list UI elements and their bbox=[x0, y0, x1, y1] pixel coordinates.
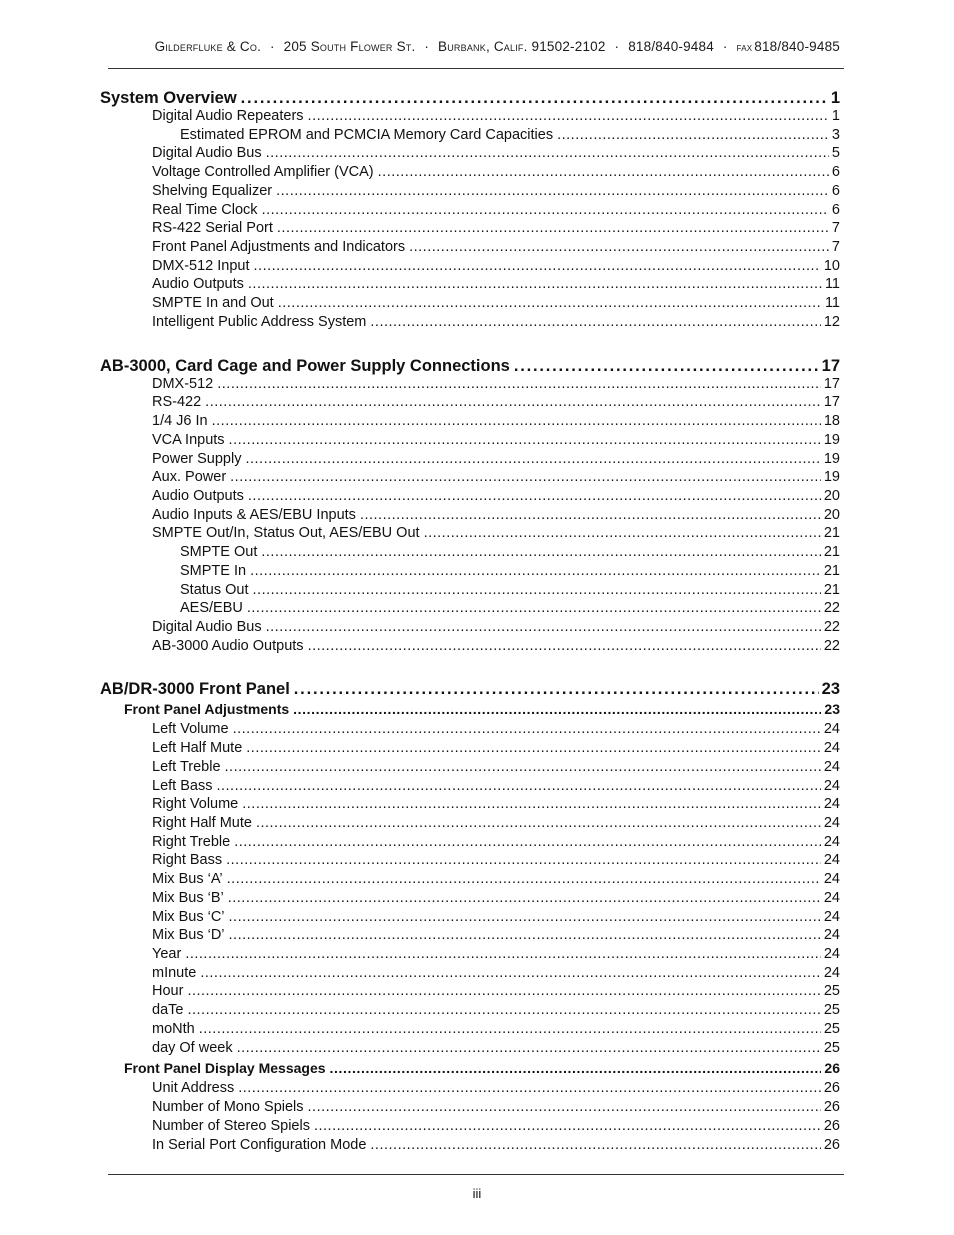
dot-leader bbox=[262, 202, 829, 218]
toc-entry-label: Estimated EPROM and PCMCIA Memory Card Capacities bbox=[180, 126, 554, 143]
toc-entry-page: 26 bbox=[823, 1080, 840, 1097]
toc-entry[interactable] bbox=[100, 258, 840, 277]
toc-entry-page: 24 bbox=[823, 908, 840, 925]
toc-entry-label: RS-422 Serial Port bbox=[152, 220, 273, 237]
toc-entry-label: Audio Inputs & AES/EBU Inputs bbox=[152, 506, 356, 523]
street-address: 205 South Flower St. bbox=[283, 39, 416, 54]
toc-entry-label: Right Treble bbox=[152, 833, 231, 850]
toc-entry-label: AB-3000, Card Cage and Power Supply Connections bbox=[100, 356, 510, 375]
toc-entry-label: Real Time Clock bbox=[152, 201, 258, 218]
toc-entry[interactable] bbox=[100, 582, 840, 601]
dot-leader bbox=[187, 983, 820, 999]
toc-entry-label: moNth bbox=[152, 1020, 195, 1037]
dot-leader bbox=[248, 488, 821, 504]
toc-entry-page: 26 bbox=[823, 1117, 840, 1134]
toc-entry[interactable] bbox=[100, 108, 840, 127]
toc-entry-label: DMX-512 Input bbox=[152, 257, 250, 274]
toc-entry[interactable] bbox=[100, 600, 840, 619]
toc-entry-label: Left Treble bbox=[152, 758, 221, 775]
toc-entry-label: Left Half Mute bbox=[152, 740, 243, 757]
toc-entry-label: Right Bass bbox=[152, 852, 223, 869]
toc-entry-page: 21 bbox=[823, 525, 840, 542]
dot-leader bbox=[247, 600, 821, 616]
header-rule bbox=[108, 68, 844, 69]
toc-entry-page: 24 bbox=[823, 964, 840, 981]
toc-entry-page: 22 bbox=[823, 600, 840, 617]
toc-entry-label: Power Supply bbox=[152, 450, 242, 467]
toc-entry-page: 7 bbox=[831, 239, 840, 256]
toc-entry-label: Left Volume bbox=[152, 721, 229, 738]
toc-subsection-heading[interactable] bbox=[100, 701, 840, 721]
toc-entry[interactable] bbox=[100, 759, 840, 778]
toc-entry-label: Audio Outputs bbox=[152, 276, 244, 293]
toc-entry[interactable] bbox=[100, 1080, 840, 1099]
phone-number: 818/840-9484 bbox=[628, 39, 714, 54]
toc-entry-label: System Overview bbox=[100, 89, 237, 107]
toc-entry-label: Shelving Equalizer bbox=[152, 182, 273, 199]
toc-entry-label: Mix Bus ‘B’ bbox=[152, 889, 224, 906]
separator: · bbox=[614, 39, 620, 54]
toc-entry-label: Hour bbox=[152, 983, 184, 1000]
toc-entry-page: 24 bbox=[823, 777, 840, 794]
table-of-contents bbox=[100, 82, 840, 1155]
dot-leader bbox=[229, 432, 821, 448]
toc-entry-page: 25 bbox=[823, 1002, 840, 1019]
toc-entry-page: 19 bbox=[823, 469, 840, 486]
toc-entry-label: Front Panel Adjustments bbox=[124, 701, 290, 718]
toc-entry-label: RS-422 bbox=[152, 394, 202, 411]
toc-entry[interactable] bbox=[100, 946, 840, 965]
company-name: Gilderfluke bbox=[154, 39, 223, 54]
toc-entry-page: 18 bbox=[823, 413, 840, 430]
fax-label: fax bbox=[736, 42, 753, 54]
toc-entry-label: Digital Audio Bus bbox=[152, 618, 262, 635]
toc-entry-page: 6 bbox=[831, 201, 840, 218]
toc-entry-label: Voltage Controlled Amplifier (VCA) bbox=[152, 164, 374, 181]
dot-leader bbox=[250, 563, 821, 579]
dot-leader bbox=[229, 909, 821, 925]
dot-leader bbox=[308, 1099, 821, 1115]
toc-entry[interactable] bbox=[100, 965, 840, 984]
toc-entry[interactable] bbox=[100, 796, 840, 815]
toc-entry-label: Mix Bus ‘A’ bbox=[152, 871, 223, 888]
toc-entry-page: 12 bbox=[823, 313, 840, 330]
toc-entry-page: 17 bbox=[823, 375, 840, 392]
dot-leader bbox=[227, 871, 821, 887]
dot-leader bbox=[233, 721, 821, 737]
dot-leader bbox=[314, 1118, 821, 1134]
dot-leader bbox=[237, 1040, 821, 1056]
toc-section-heading[interactable] bbox=[100, 82, 840, 108]
toc-entry-page: 17 bbox=[821, 356, 840, 375]
dot-leader bbox=[185, 946, 821, 962]
fax-number: 818/840-9485 bbox=[754, 39, 840, 54]
page-header bbox=[155, 39, 840, 54]
toc-entry-label: DMX-512 bbox=[152, 375, 214, 392]
toc-entry-page: 26 bbox=[823, 1099, 840, 1116]
dot-leader bbox=[266, 145, 829, 161]
toc-entry-page: 22 bbox=[823, 637, 840, 654]
dot-leader bbox=[557, 127, 829, 143]
toc-entry[interactable] bbox=[100, 740, 840, 759]
toc-entry[interactable] bbox=[100, 295, 840, 314]
toc-entry-page: 26 bbox=[824, 1060, 840, 1077]
toc-entry-page: 22 bbox=[823, 618, 840, 635]
dot-leader bbox=[266, 619, 821, 635]
toc-entry-page: 21 bbox=[823, 544, 840, 561]
toc-entry-page: 23 bbox=[821, 680, 840, 699]
toc-entry[interactable] bbox=[100, 778, 840, 797]
page-number: iii bbox=[472, 1186, 482, 1201]
toc-entry-label: Number of Stereo Spiels bbox=[152, 1117, 310, 1134]
toc-entry[interactable] bbox=[100, 220, 840, 239]
dot-leader bbox=[238, 1080, 821, 1096]
toc-entry[interactable] bbox=[100, 239, 840, 258]
dot-leader bbox=[200, 965, 821, 981]
toc-entry-label: SMPTE In and Out bbox=[152, 295, 274, 312]
company-amp: & bbox=[226, 39, 236, 54]
dot-leader bbox=[514, 357, 819, 376]
toc-entry-page: 6 bbox=[831, 182, 840, 199]
footer-rule bbox=[108, 1174, 844, 1175]
dot-leader bbox=[409, 239, 829, 255]
toc-entry[interactable] bbox=[100, 638, 840, 657]
toc-entry-page: 1 bbox=[831, 108, 840, 124]
dot-leader bbox=[199, 1021, 821, 1037]
toc-entry-label: Left Bass bbox=[152, 777, 213, 794]
toc-entry-label: Right Volume bbox=[152, 796, 239, 813]
dot-leader bbox=[216, 778, 820, 794]
toc-entry-label: mInute bbox=[152, 964, 197, 981]
dot-leader bbox=[294, 680, 819, 699]
toc-entry-label: VCA Inputs bbox=[152, 431, 225, 448]
toc-entry[interactable] bbox=[100, 507, 840, 526]
dot-leader bbox=[230, 469, 821, 485]
toc-entry-label: Mix Bus ‘D’ bbox=[152, 927, 225, 944]
dot-leader bbox=[245, 451, 820, 467]
dot-leader bbox=[228, 890, 821, 906]
toc-entry-page: 3 bbox=[831, 126, 840, 143]
toc-entry[interactable] bbox=[100, 276, 840, 295]
toc-entry[interactable] bbox=[100, 1040, 840, 1059]
toc-entry[interactable] bbox=[100, 815, 840, 834]
toc-entry[interactable] bbox=[100, 413, 840, 432]
zip-code: 91502-2102 bbox=[531, 39, 606, 54]
company-co: Co. bbox=[239, 39, 262, 54]
toc-section-heading[interactable] bbox=[100, 350, 840, 376]
toc-entry-label: Front Panel Display Messages bbox=[124, 1060, 326, 1077]
toc-entry-page: 25 bbox=[823, 983, 840, 1000]
toc-entry[interactable] bbox=[100, 314, 840, 333]
toc-entry-page: 11 bbox=[824, 276, 840, 293]
separator: · bbox=[424, 39, 430, 54]
toc-entry[interactable] bbox=[100, 1002, 840, 1021]
toc-entry-page: 24 bbox=[823, 721, 840, 738]
toc-entry-page: 25 bbox=[823, 1039, 840, 1056]
dot-leader bbox=[370, 1137, 820, 1153]
toc-entry-label: AB/DR-3000 Front Panel bbox=[100, 680, 290, 699]
dot-leader bbox=[248, 276, 822, 292]
toc-entry[interactable] bbox=[100, 834, 840, 853]
toc-entry-page: 21 bbox=[823, 581, 840, 598]
toc-entry[interactable] bbox=[100, 544, 840, 563]
toc-entry-page: 24 bbox=[823, 815, 840, 831]
toc-entry-page: 11 bbox=[824, 295, 840, 312]
toc-entry-label: In Serial Port Configuration Mode bbox=[152, 1136, 367, 1153]
toc-entry-page: 24 bbox=[823, 889, 840, 906]
toc-entry[interactable] bbox=[100, 127, 840, 146]
dot-leader bbox=[261, 544, 821, 560]
dot-leader bbox=[308, 638, 821, 654]
toc-entry[interactable] bbox=[100, 451, 840, 470]
toc-entry-label: day Of week bbox=[152, 1039, 233, 1056]
toc-entry[interactable] bbox=[100, 145, 840, 164]
dot-leader bbox=[293, 701, 821, 717]
toc-entry[interactable] bbox=[100, 927, 840, 946]
toc-entry[interactable] bbox=[100, 563, 840, 582]
toc-entry[interactable] bbox=[100, 1099, 840, 1118]
toc-entry-page: 6 bbox=[831, 164, 840, 181]
dot-leader bbox=[187, 1002, 820, 1018]
toc-entry[interactable] bbox=[100, 909, 840, 928]
dot-leader bbox=[256, 815, 821, 831]
toc-entry-label: 1/4 J6 In bbox=[152, 413, 208, 430]
toc-entry-label: SMPTE Out bbox=[180, 544, 258, 561]
toc-entry-page: 24 bbox=[823, 871, 840, 888]
toc-entry-page: 10 bbox=[823, 257, 840, 274]
toc-entry-page: 7 bbox=[831, 220, 840, 237]
toc-entry-label: daTe bbox=[152, 1002, 184, 1019]
toc-entry-page: 24 bbox=[823, 946, 840, 963]
toc-entry-page: 23 bbox=[824, 701, 840, 718]
dot-leader bbox=[234, 834, 821, 850]
dot-leader bbox=[241, 89, 828, 108]
toc-entry-page: 24 bbox=[823, 758, 840, 775]
dot-leader bbox=[360, 507, 821, 523]
toc-entry[interactable] bbox=[100, 376, 840, 395]
toc-entry-label: Mix Bus ‘C’ bbox=[152, 908, 225, 925]
toc-entry[interactable] bbox=[100, 890, 840, 909]
toc-section-heading[interactable] bbox=[100, 673, 840, 699]
toc-entry[interactable] bbox=[100, 871, 840, 890]
dot-leader bbox=[278, 295, 822, 311]
toc-entry[interactable] bbox=[100, 202, 840, 221]
toc-entry-label: Year bbox=[152, 946, 182, 963]
toc-entry-page: 24 bbox=[823, 852, 840, 869]
toc-entry-page: 24 bbox=[823, 927, 840, 944]
toc-entry-label: Status Out bbox=[180, 581, 249, 598]
dot-leader bbox=[205, 394, 821, 410]
toc-entry-page: 1 bbox=[830, 89, 840, 107]
dot-leader bbox=[242, 796, 821, 812]
toc-entry[interactable] bbox=[100, 432, 840, 451]
toc-entry-label: Digital Audio Bus bbox=[152, 145, 262, 162]
toc-entry-page: 24 bbox=[823, 833, 840, 850]
dot-leader bbox=[378, 164, 829, 180]
toc-entry-page: 20 bbox=[823, 487, 840, 504]
toc-entry[interactable] bbox=[100, 469, 840, 488]
separator: · bbox=[722, 39, 728, 54]
toc-entry[interactable] bbox=[100, 394, 840, 413]
dot-leader bbox=[212, 413, 821, 429]
toc-subsection-heading[interactable] bbox=[100, 1060, 840, 1080]
toc-entry-page: 25 bbox=[823, 1020, 840, 1037]
city: Burbank, Calif. bbox=[438, 39, 528, 54]
dot-leader bbox=[253, 582, 821, 598]
toc-entry-page: 19 bbox=[823, 431, 840, 448]
toc-entry-page: 5 bbox=[831, 145, 840, 162]
toc-entry[interactable] bbox=[100, 721, 840, 740]
toc-entry[interactable] bbox=[100, 183, 840, 202]
toc-entry-label: AB-3000 Audio Outputs bbox=[152, 637, 304, 654]
toc-entry[interactable] bbox=[100, 1118, 840, 1137]
toc-entry-label: Intelligent Public Address System bbox=[152, 313, 367, 330]
toc-entry[interactable] bbox=[100, 488, 840, 507]
dot-leader bbox=[229, 927, 821, 943]
dot-leader bbox=[330, 1060, 822, 1076]
toc-entry-label: Aux. Power bbox=[152, 469, 227, 486]
toc-entry[interactable] bbox=[100, 1137, 840, 1156]
toc-entry-label: Number of Mono Spiels bbox=[152, 1099, 304, 1116]
separator: · bbox=[269, 39, 275, 54]
toc-entry-label: Front Panel Adjustments and Indicators bbox=[152, 239, 406, 256]
toc-entry-page: 21 bbox=[823, 562, 840, 579]
dot-leader bbox=[217, 376, 821, 392]
toc-entry-page: 20 bbox=[823, 506, 840, 523]
toc-entry[interactable] bbox=[100, 1021, 840, 1040]
dot-leader bbox=[424, 525, 821, 541]
toc-entry[interactable] bbox=[100, 619, 840, 638]
toc-entry-label: Audio Outputs bbox=[152, 487, 244, 504]
dot-leader bbox=[226, 852, 821, 868]
dot-leader bbox=[370, 314, 820, 330]
toc-entry-page: 17 bbox=[823, 394, 840, 411]
dot-leader bbox=[225, 759, 821, 775]
toc-entry-label: Unit Address bbox=[152, 1080, 235, 1097]
toc-entry-label: SMPTE Out/In, Status Out, AES/EBU Out bbox=[152, 525, 420, 542]
dot-leader bbox=[276, 183, 829, 199]
toc-entry[interactable] bbox=[100, 983, 840, 1002]
toc-entry[interactable] bbox=[100, 164, 840, 183]
toc-entry-label: Right Half Mute bbox=[152, 815, 252, 831]
dot-leader bbox=[308, 108, 829, 124]
toc-entry-label: Digital Audio Repeaters bbox=[152, 108, 304, 124]
toc-entry[interactable] bbox=[100, 852, 840, 871]
toc-entry-page: 26 bbox=[823, 1136, 840, 1153]
dot-leader bbox=[277, 220, 829, 236]
toc-entry-page: 24 bbox=[823, 740, 840, 757]
dot-leader bbox=[254, 258, 821, 274]
toc-entry-label: SMPTE In bbox=[180, 562, 247, 579]
toc-entry-page: 19 bbox=[823, 450, 840, 467]
toc-entry-label: AES/EBU bbox=[180, 600, 243, 617]
toc-entry[interactable] bbox=[100, 525, 840, 544]
dot-leader bbox=[246, 740, 821, 756]
toc-entry-page: 24 bbox=[823, 796, 840, 813]
